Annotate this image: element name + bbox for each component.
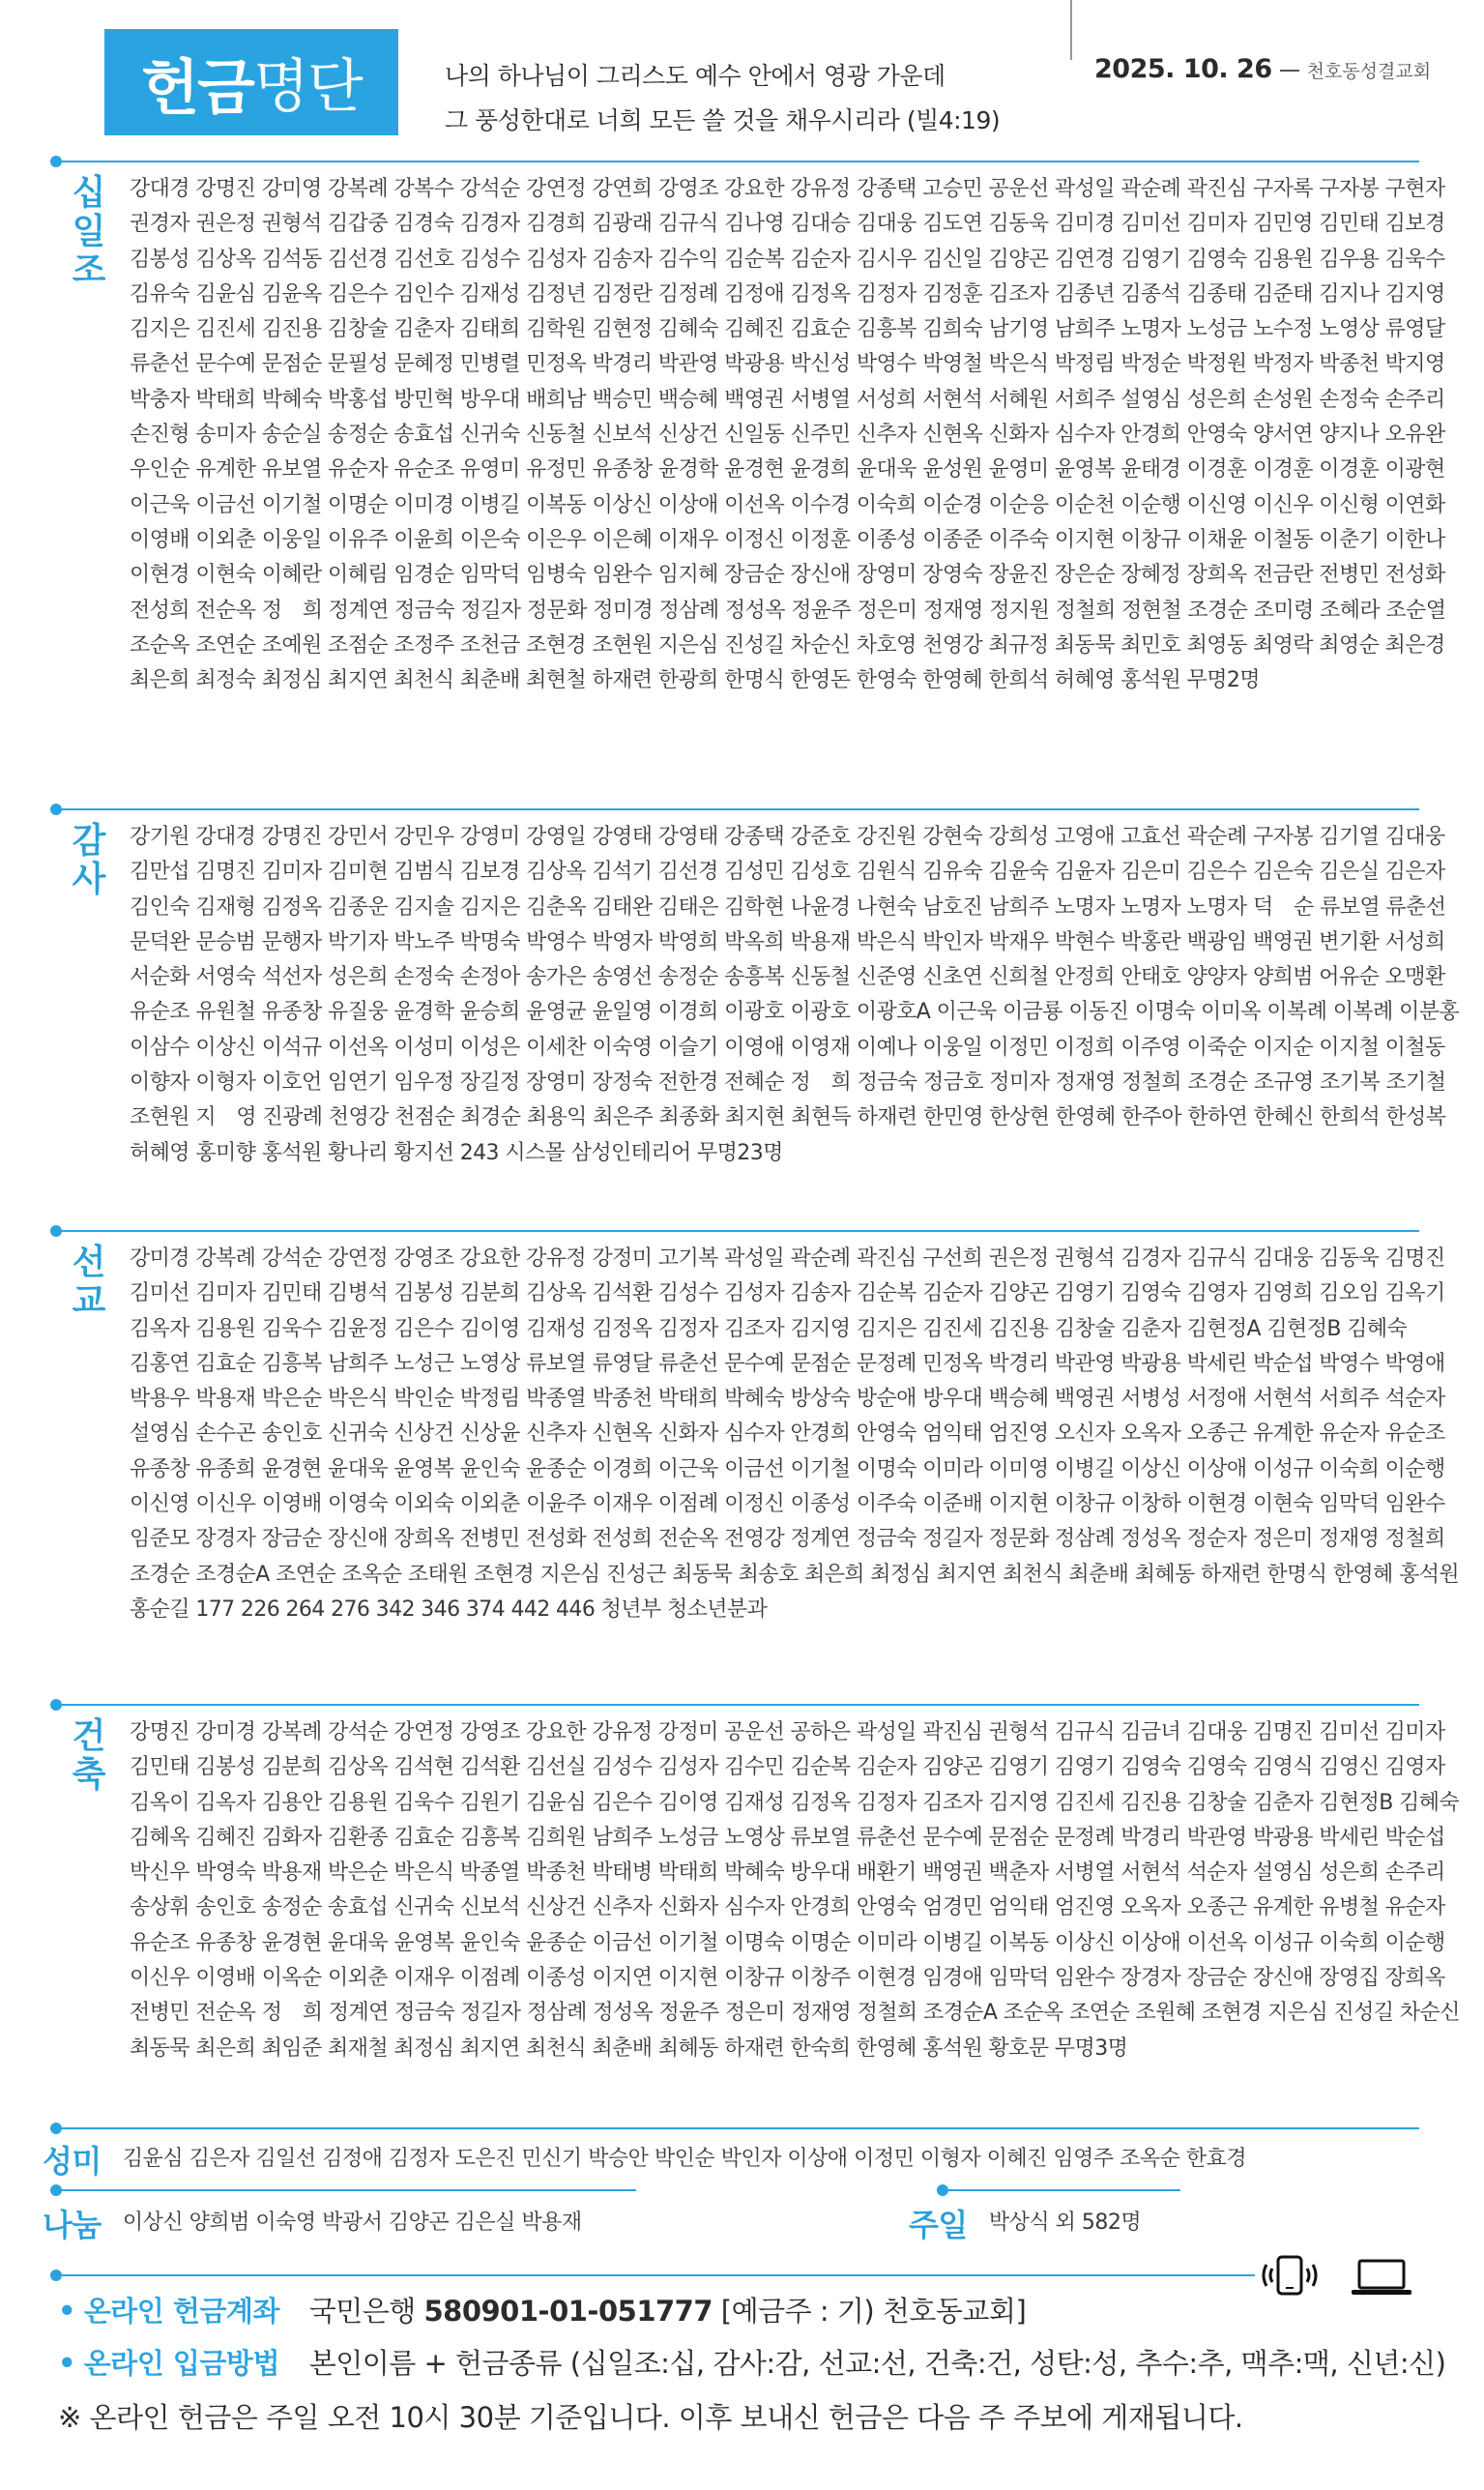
online-method-row bbox=[58, 2342, 1445, 2382]
dash-divider bbox=[1280, 70, 1299, 72]
title-strong: 헌금 bbox=[141, 51, 253, 123]
section-label: 주일 bbox=[909, 2207, 968, 2243]
section-weekly bbox=[909, 2201, 1141, 2245]
name-list: 김윤심 김은자 김일선 김정애 김정자 도은진 민신기 박승안 박인순 박인자 이상애 이정민 이형자 이혜진 임영주 조옥순 한효경 bbox=[122, 2147, 1247, 2171]
section-rule-sharing bbox=[56, 2189, 636, 2191]
section-sharing bbox=[43, 2201, 582, 2245]
section-building bbox=[46, 1715, 1465, 2141]
section-label bbox=[68, 1717, 110, 1795]
name-list: 강명진 강미경 강복례 강석순 강연정 강영조 강요한 강유정 강정미 공운선 공하은 곽성일 곽진심 권형석 김규식 김금녀 김대웅 김명진 김미선 김미자 김민태 김봉성 김분희 김상옥 김석현 김석환 김선실 김성수 김성자 김수민 김순복 김순자 김양곤 김영기 김영기 김영숙 김영숙 김영식 김영신 김영자 김옥이 김옥자 김용안 김용원 김욱수 김원기 김윤심 김은수 김이영 김재성 김정옥 김정자 김조자 김지영 김진세 김진용 김창술 김춘자 김현정B 김혜숙 김혜옥 김혜진 김화자 김환종 김효순 김흥복 김희원 남희주 노성금 노영상 류보열 류춘선 문수예 문점순 문정례 박경리 박관영 박광용 박세린 박순섭 박신우 박영숙 박용재 박은순 박은식 박종열 박종천 박태병 박태희 박혜숙 방우대 배환기 백영권 백춘자 서병열 서현석 석순자 설영심 성은희 손주리 송상휘 송인호 송정순 송효섭 신귀숙 신보석 신상건 신추자 신화자 심수자 안경희 안영숙 엄경민 엄익태 엄진영 오옥자 오종근 유계한 유병철 유순자 유순조 유종창 윤경현 윤대욱 윤영복 윤인숙 윤종순 이금선 이기철 이명숙 이명순 이미라 이병길 이복동 이상신 이상애 이선옥 이성규 이숙희 이순행 이신우 이영배 이옥순 이외춘 이재우 이점례 이종성 이지연 이지현 이창규 이창주 이현경 임경애 임막덕 임완수 장경자 장금순 장신애 장영집 장희옥 전병민 전순옥 정 희 정계연 정금숙 정길자 정삼례 정성옥 정윤주 정은미 정재영 정철희 조경순A 조순옥 조연순 조원혜 조현경 지은심 진성길 차순신 최동묵 최은희 최임준 최재철 최정심 최지연 최천식 최춘배 최혜동 하재련 한숙희 한영혜 홍석원 황호문 무명3명 bbox=[130, 1720, 1460, 2061]
title-light: 명단 bbox=[252, 53, 362, 121]
rule-dot bbox=[937, 2184, 948, 2196]
section-rule-sanctification bbox=[56, 2127, 1419, 2129]
online-notice: ※ 온라인 헌금은 주일 오전 10시 30분 기준입니다. 이후 보내신 헌금은 다음 주 주보에 게재됩니다. bbox=[58, 2401, 1243, 2434]
name-list: 이상신 양희범 이숙영 박광서 김양곤 김은실 박용재 bbox=[122, 2211, 582, 2235]
header-divider bbox=[1070, 0, 1072, 60]
account-number: 580901-01-051777 bbox=[423, 2295, 713, 2328]
section-rule-tithe bbox=[56, 161, 1419, 162]
online-rule bbox=[56, 2274, 1255, 2276]
label-char: 축 bbox=[72, 1755, 106, 1795]
rule-dot bbox=[50, 1225, 62, 1237]
verse-line-1: 나의 하나님이 그리스도 예수 안에서 영광 가운데 bbox=[445, 62, 946, 90]
laptop-icon bbox=[1350, 2257, 1413, 2301]
section-label: 성미 bbox=[43, 2143, 102, 2180]
online-account-row bbox=[58, 2290, 1026, 2329]
name-list: 강대경 강명진 강미영 강복례 강복수 강석순 강연정 강연희 강영조 강요한 강유정 강종택 고승민 공운선 곽성일 곽순례 곽진심 구자록 구자봉 구현자 권경자 권은정 권형석 김갑중 김경숙 김경자 김경희 김광래 김규식 김나영 김대승 김대웅 김도연 김동욱 김미경 김미선 김미자 김민영 김민태 김보경 김봉성 김상옥 김석동 김선경 김선호 김성수 김성자 김송자 김수익 김순복 김순자 김시우 김신일 김양곤 김연경 김영기 김영숙 김용원 김우용 김욱수 김유숙 김윤심 김윤옥 김은수 김인수 김재성 김정년 김정란 김정례 김정애 김정옥 김정자 김정훈 김조자 김종년 김종석 김종태 김준태 김지나 김지영 김지은 김진세 김진용 김창술 김춘자 김태희 김학원 김현정 김혜숙 김혜진 김효순 김흥복 김희숙 남기영 남희주 노명자 노성금 노수정 노영상 류영달 류춘선 문수예 문점순 문필성 문혜정 민병렬 민정옥 박경리 박관영 박광용 박신성 박영수 박영철 박은식 박정림 박정순 박정원 박정자 박종천 박지영 박충자 박태희 박혜숙 박홍섭 방민혁 방우대 배희남 백승민 백승혜 백영권 서병열 서성희 서현석 서혜원 서희주 설영심 성은희 손성원 손정숙 손주리 손진형 송미자 송순실 송정순 송효섭 신귀숙 신동철 신보석 신상건 신일동 신주민 신추자 신현옥 신화자 심수자 안경희 안영숙 양서연 양지나 오유완 우인순 유계한 유보열 유순자 유순조 유영미 유정민 유종창 윤경학 윤경현 윤경희 윤대욱 윤성원 윤영미 윤영복 윤태경 이경훈 이경훈 이경훈 이광현 이근욱 이금선 이기철 이명순 이미경 이병길 이복동 이상신 이상애 이선옥 이수경 이숙희 이순경 이순응 이순천 이순행 이신영 이신우 이신형 이연화 이영배 이외춘 이웅일 이유주 이윤희 이은숙 이은우 이은혜 이재우 이정신 이정훈 이종성 이종준 이주숙 이지현 이창규 이채윤 이철동 이춘기 이한나 이현경 이현숙 이혜란 이혜림 임경순 임막덕 임병숙 임완수 임지혜 장금순 장신애 장영미 장영숙 장윤진 장은순 장혜정 장희옥 전금란 전병민 전성화 전성희 전순옥 정 희 정계연 정금숙 정길자 정문화 정미경 정삼례 정성옥 정윤주 정은미 정재영 정지원 정철희 정현철 조경순 조미령 조혜라 조순열 조순옥 조연순 조예원 조점순 조정주 조천금 조현경 조현원 지은심 진성길 차순신 차호영 천영강 최규정 최동묵 최민호 최영동 최영락 최영순 최은경 최은희 최정숙 최정심 최지연 최천식 최춘배 최현철 하재련 한광희 한명식 한영돈 한영숙 한영혜 한희석 허혜영 홍석원 무명2명 bbox=[130, 177, 1446, 693]
verse bbox=[445, 54, 1000, 143]
bullet-icon: • bbox=[58, 2347, 76, 2380]
rule-dot bbox=[50, 156, 62, 167]
section-mission bbox=[46, 1242, 1465, 1696]
section-rule-weekly bbox=[943, 2189, 1180, 2191]
online-method-label: 온라인 입금방법 bbox=[83, 2347, 279, 2380]
label-char: 선 bbox=[72, 1243, 106, 1282]
label-char: 십 bbox=[72, 173, 106, 213]
label-char: 일 bbox=[72, 212, 106, 251]
section-thanks bbox=[46, 820, 1465, 1226]
section-sanctification bbox=[43, 2137, 1246, 2182]
online-method-text: 본인이름 + 헌금종류 (십일조:십, 감사:감, 선교:선, 건축:건, 성탄:성, 추수:추, 맥추:맥, 신년:신) bbox=[308, 2347, 1446, 2380]
smartphone-icon bbox=[1257, 2253, 1324, 2301]
account-bank: 국민은행 bbox=[308, 2295, 416, 2328]
section-rule-mission bbox=[56, 1230, 1419, 1232]
label-char: 사 bbox=[72, 860, 106, 899]
verse-line-2: 그 풍성한대로 너희 모든 쓸 것을 채우시리라 (빌4:19) bbox=[445, 106, 1001, 134]
section-label bbox=[68, 1244, 110, 1321]
rule-dot bbox=[50, 2270, 62, 2281]
church-name: 천호동성결교회 bbox=[1306, 61, 1432, 82]
bullet-icon: • bbox=[58, 2295, 76, 2328]
label-char: 감 bbox=[72, 821, 106, 861]
page-title bbox=[104, 29, 398, 135]
date-area bbox=[1094, 54, 1431, 84]
section-tithe bbox=[46, 172, 1465, 801]
date: 2025. 10. 26 bbox=[1094, 54, 1272, 84]
rule-dot bbox=[50, 2123, 62, 2134]
section-label bbox=[68, 822, 110, 899]
section-label: 나눔 bbox=[43, 2207, 102, 2243]
online-account-label: 온라인 헌금계좌 bbox=[83, 2295, 279, 2328]
rule-dot bbox=[50, 804, 62, 815]
rule-dot bbox=[50, 1699, 62, 1711]
label-char: 조 bbox=[72, 250, 106, 290]
name-list: 강기원 강대경 강명진 강민서 강민우 강영미 강영일 강영태 강영태 강종택 강준호 강진원 강현숙 강희성 고영애 고효선 곽순례 구자봉 김기열 김대웅 김만섭 김명진 김미자 김미현 김범식 김보경 김상옥 김석기 김선경 김성민 김성호 김원식 김유숙 김윤숙 김윤자 김은미 김은수 김은숙 김은실 김은자 김인숙 김재형 김정옥 김종운 김지솔 김지은 김춘옥 김태완 김태은 김학현 나윤경 나현숙 남호진 남희주 노명자 노명자 노명자 덕 순 류보열 류춘선 문덕완 문승범 문행자 박기자 박노주 박명숙 박영수 박영자 박영희 박옥희 박용재 박은식 박인자 박재우 박현수 박홍란 백광임 백영권 변기환 서성희 서순화 서영숙 석선자 성은희 손정숙 손정아 송가은 송영선 송정순 송흥복 신동철 신준영 신초연 신희철 안정희 안태호 양양자 양희범 어유순 오맹환 유순조 유원철 유종창 유질웅 윤경학 윤승희 윤영균 윤일영 이경희 이광호 이광호 이광호A 이근욱 이금룡 이동진 이명숙 이미옥 이복례 이복례 이분홍 이삼수 이상신 이석규 이선옥 이성미 이성은 이세찬 이숙영 이슬기 이영애 이영재 이예나 이웅일 이정민 이정희 이주영 이죽순 이지순 이지철 이철동 이향자 이형자 이호언 임연기 임우정 장길정 장영미 장정숙 전한경 전혜순 정 희 정금숙 정금호 정미자 정재영 정철희 조경순 조규영 조기복 조기철 조현원 지 영 진광례 천영강 천점순 최경순 최용익 최은주 최종화 최지현 최현득 하재련 한민영 한상현 한영혜 한주아 한하연 한혜신 한희석 한성복 허혜영 홍미향 홍석원 황나리 황지선 243 시스몰 삼성인테리어 무명23명 bbox=[130, 825, 1460, 1165]
label-char: 교 bbox=[72, 1281, 106, 1321]
rule-dot bbox=[50, 2184, 62, 2196]
section-rule-thanks bbox=[56, 808, 1419, 810]
account-holder: [예금주 : 기) 천호동교회] bbox=[720, 2295, 1027, 2328]
label-char: 건 bbox=[72, 1716, 106, 1756]
name-list: 강미경 강복례 강석순 강연정 강영조 강요한 강유정 강정미 고기복 곽성일 곽순례 곽진심 구선희 권은정 권형석 김경자 김규식 김대웅 김동욱 김명진 김미선 김미자 김민태 김병석 김봉성 김분희 김상옥 김석환 김성수 김성자 김송자 김순복 김순자 김양곤 김영기 김영숙 김영자 김영희 김오임 김옥기 김옥자 김용원 김욱수 김윤정 김은수 김이영 김재성 김정옥 김정자 김조자 김지영 김지은 김진세 김진용 김창술 김춘자 김현정A 김현정B 김혜숙 김홍연 김효순 김흥복 남희주 노성근 노영상 류보열 류영달 류춘선 문수예 문점순 문정례 민정옥 박경리 박관영 박광용 박세린 박순섭 박영수 박영애 박용우 박용재 박은순 박은식 박인순 박정림 박종열 박종천 박태희 박혜숙 방상숙 방순애 방우대 백승혜 백영권 서병성 서정애 서현석 서희주 석순자 설영심 손수곤 송인호 신귀숙 신상건 신상윤 신추자 신현옥 신화자 심수자 안경희 안영숙 엄익태 엄진영 오신자 오옥자 오종근 유계한 유순자 유순조 유종창 유종희 윤경현 윤대욱 윤영복 윤인숙 윤종순 이경희 이근욱 이금선 이기철 이명숙 이미라 이미영 이병길 이상신 이상애 이성규 이숙희 이순행 이신영 이신우 이영배 이영숙 이외숙 이외춘 이윤주 이재우 이점례 이정신 이종성 이주숙 이준배 이지현 이창규 이창하 이현경 이현숙 임막덕 임완수 임준모 장경자 장금순 장신애 장희옥 전병민 전성화 전성희 전순옥 전영강 정계연 정금숙 정길자 정문화 정삼례 정성옥 정순자 정은미 정재영 정철희 조경순 조경순A 조연순 조옥순 조태원 조현경 지은심 진성근 최동묵 최송호 최은희 최정심 최지연 최천식 최춘배 최혜동 하재련 한명식 한영혜 홍석원 홍순길 177 226 264 276 342 346 374 442 446 청년부 청소년분과 bbox=[130, 1246, 1460, 1622]
section-rule-building bbox=[56, 1704, 1419, 1706]
name-list: 박상식 외 582명 bbox=[988, 2211, 1142, 2235]
section-label bbox=[68, 174, 110, 290]
